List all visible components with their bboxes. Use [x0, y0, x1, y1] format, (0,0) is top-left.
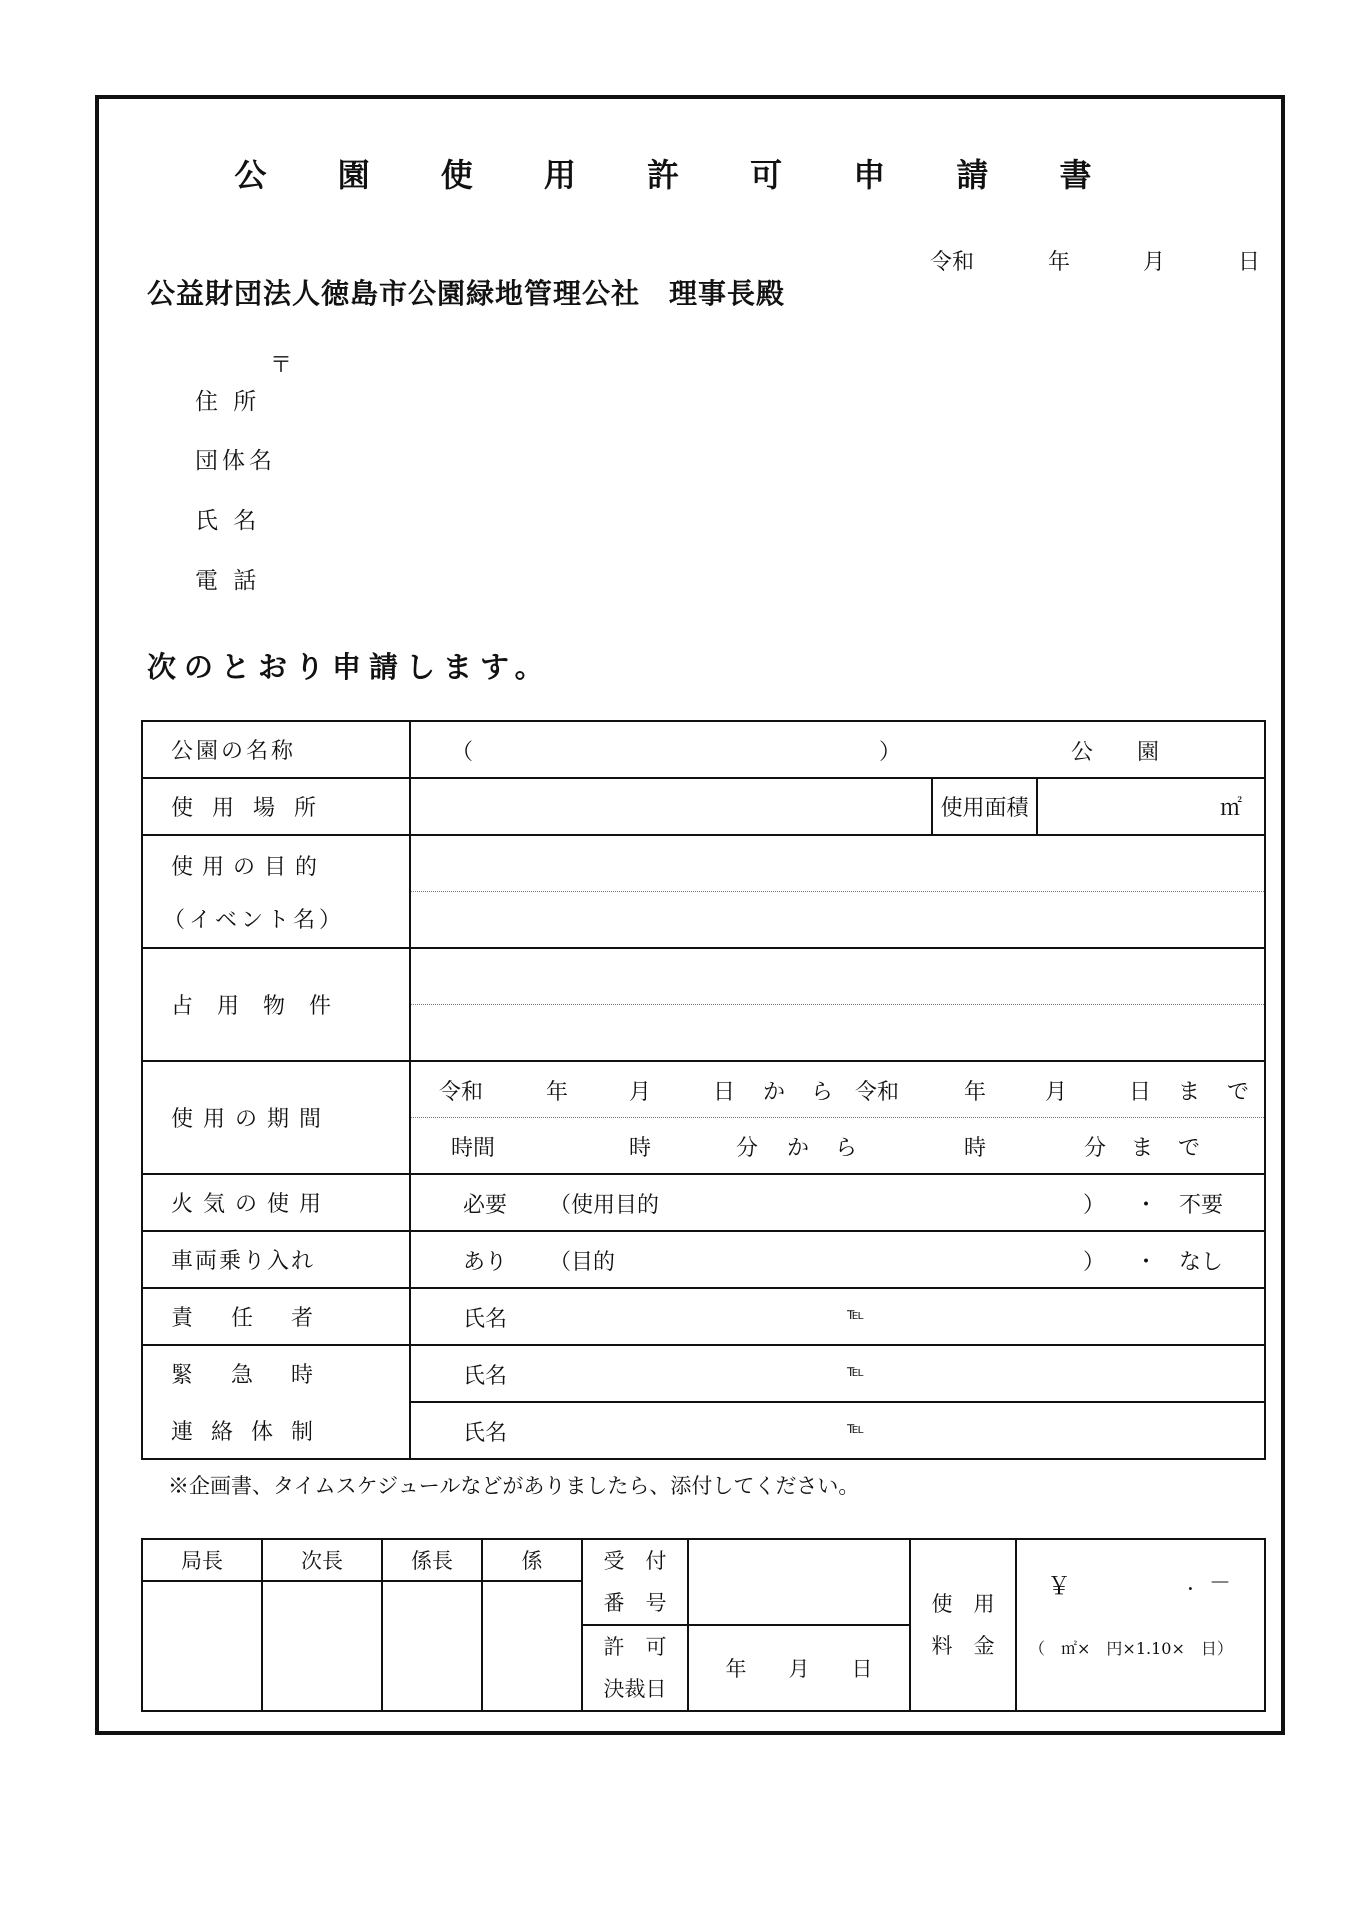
- staff-stamp-box[interactable]: [482, 1581, 582, 1711]
- place-label-text: 使用場所: [171, 796, 336, 821]
- responsible-label: 責任者: [142, 1288, 410, 1345]
- period-time-label: 時間: [451, 1136, 496, 1161]
- period-until-de: で: [1227, 1080, 1250, 1105]
- purpose-row: [142, 835, 1265, 948]
- fee-label-line2: 料 金: [931, 1634, 995, 1658]
- occupancy-row: [142, 948, 1265, 1061]
- park-name-row: [142, 721, 1265, 778]
- fee-label-line1: 使 用: [931, 1592, 995, 1616]
- deputy-header: 次長: [262, 1539, 382, 1581]
- period-time-line[interactable]: [411, 1118, 1264, 1173]
- park-name-field[interactable]: [410, 721, 1265, 778]
- receipt-label-line2: 番 号: [603, 1591, 667, 1615]
- park-name-suffix: 公 園: [1071, 740, 1160, 765]
- page-title: 公 園 使 用 許 可 申 請 書: [234, 156, 1122, 194]
- fee-amount-suffix: ．－: [1187, 1571, 1232, 1596]
- purpose-line-1[interactable]: [411, 836, 1264, 892]
- fire-need-option[interactable]: 必要: [463, 1193, 508, 1218]
- period-start-month: 月: [629, 1080, 652, 1105]
- fire-no-need-option[interactable]: 不要: [1179, 1193, 1224, 1218]
- period-time-from-ka: か: [787, 1136, 810, 1161]
- period-end-year: 年: [964, 1080, 987, 1105]
- director-header: 局長: [142, 1539, 262, 1581]
- place-row: [142, 778, 1265, 835]
- period-label: 使用の期間: [142, 1061, 410, 1174]
- emergency-label-line2: 連絡体制: [171, 1420, 332, 1445]
- period-from-ka: か: [763, 1080, 786, 1105]
- receipt-number-field[interactable]: [688, 1539, 910, 1625]
- application-table: [141, 720, 1266, 1460]
- group-name-label: 団体名: [195, 448, 276, 474]
- park-name-close-paren: ）: [879, 740, 902, 765]
- park-name-label: 公園の名称: [142, 721, 410, 778]
- receipt-label-line1: 受 付: [603, 1549, 667, 1573]
- address-label: 住 所: [195, 389, 261, 415]
- period-row: [142, 1061, 1265, 1174]
- purpose-label: [142, 835, 410, 948]
- emergency-label-line1: 緊急時: [171, 1363, 352, 1388]
- period-time-until-de: で: [1178, 1136, 1201, 1161]
- responsible-row: [142, 1288, 1265, 1345]
- date-day: 日: [1238, 250, 1261, 275]
- period-from-ra: ら: [811, 1080, 834, 1105]
- emergency-2-name-label: 氏名: [463, 1421, 508, 1446]
- period-date-line[interactable]: [411, 1062, 1264, 1118]
- fire-purpose-text: （使用目的: [549, 1193, 660, 1218]
- occupancy-label: 占用物件: [142, 948, 410, 1061]
- chief-header: 係長: [382, 1539, 482, 1581]
- fee-label: [910, 1539, 1016, 1711]
- occupancy-field[interactable]: [410, 948, 1265, 1061]
- receipt-number-label: [582, 1539, 688, 1625]
- area-unit: ㎡: [1219, 796, 1242, 821]
- period-end-hour: 時: [964, 1136, 987, 1161]
- period-time-until-ma: ま: [1131, 1136, 1154, 1161]
- period-end-day: 日: [1129, 1080, 1152, 1105]
- phone-label: 電 話: [195, 568, 261, 594]
- vehicle-yes-option[interactable]: あり: [463, 1250, 508, 1275]
- period-until-ma: ま: [1178, 1080, 1201, 1105]
- period-start-hour: 時: [629, 1136, 652, 1161]
- staff-header: 係: [482, 1539, 582, 1581]
- vehicle-row: [142, 1231, 1265, 1288]
- occupancy-line-2[interactable]: [411, 1005, 1264, 1060]
- purpose-label-line2: （イベント名）: [163, 907, 346, 933]
- fire-label: 火気の使用: [142, 1174, 410, 1231]
- purpose-label-line1: 使用の目的: [171, 854, 327, 880]
- period-start-day: 日: [713, 1080, 736, 1105]
- approval-label-line2: 決裁日: [603, 1677, 667, 1701]
- responsible-field[interactable]: [410, 1288, 1265, 1345]
- director-stamp-box[interactable]: [142, 1581, 262, 1711]
- vehicle-no-option[interactable]: なし: [1179, 1250, 1224, 1275]
- fee-field[interactable]: [1016, 1539, 1265, 1711]
- applicant-name-label: 氏 名: [195, 508, 261, 534]
- period-start-era: 令和: [439, 1080, 484, 1105]
- purpose-field[interactable]: [410, 835, 1265, 948]
- request-statement: 次のとおり申請します。: [147, 650, 552, 684]
- period-end-era: 令和: [855, 1080, 900, 1105]
- responsible-tel-label: ℡: [847, 1304, 865, 1323]
- purpose-line-2[interactable]: [411, 892, 1264, 947]
- vehicle-dot: ・: [1135, 1250, 1158, 1275]
- period-end-minute: 分: [1084, 1136, 1107, 1161]
- date-era: 令和: [930, 250, 975, 275]
- fee-formula: （ ㎡× 円×1.10× 日）: [1029, 1639, 1233, 1658]
- fire-row: [142, 1174, 1265, 1231]
- vehicle-purpose-text: （目的: [549, 1250, 616, 1275]
- period-time-from-ra: ら: [835, 1136, 858, 1161]
- emergency-label: [142, 1345, 410, 1459]
- addressee: 公益財団法人徳島市公園緑地管理公社 理事長殿: [147, 277, 786, 310]
- fire-dot: ・: [1135, 1193, 1158, 1218]
- emergency-contact-1[interactable]: [410, 1345, 1265, 1402]
- area-field[interactable]: [1037, 778, 1265, 835]
- fee-yen-mark: ￥: [1047, 1572, 1071, 1600]
- date-year: 年: [1048, 250, 1071, 275]
- emergency-row-1: [142, 1345, 1265, 1402]
- approval-date-field[interactable]: 年 月 日: [688, 1625, 910, 1711]
- period-field[interactable]: [410, 1061, 1265, 1174]
- period-start-minute: 分: [736, 1136, 759, 1161]
- responsible-name-label: 氏名: [463, 1307, 508, 1332]
- period-start-year: 年: [546, 1080, 569, 1105]
- area-label: 使用面積: [932, 778, 1037, 835]
- chief-stamp-box[interactable]: [382, 1581, 482, 1711]
- period-end-month: 月: [1045, 1080, 1068, 1105]
- deputy-stamp-box[interactable]: [262, 1581, 382, 1711]
- approval-label-line1: 許 可: [603, 1635, 667, 1659]
- occupancy-line-1[interactable]: [411, 949, 1264, 1005]
- approval-date-label: [582, 1625, 688, 1711]
- vehicle-field[interactable]: [410, 1231, 1265, 1288]
- place-label: [142, 778, 410, 835]
- postal-mark: 〒: [270, 353, 293, 378]
- fire-field[interactable]: [410, 1174, 1265, 1231]
- emergency-1-name-label: 氏名: [463, 1364, 508, 1389]
- attachment-note: ※企画書、タイムスケジュールなどがありましたら、添付してください。: [168, 1474, 860, 1498]
- date-month: 月: [1143, 250, 1166, 275]
- emergency-contact-2[interactable]: [410, 1402, 1265, 1459]
- emergency-2-tel-label: ℡: [847, 1418, 865, 1437]
- emergency-1-tel-label: ℡: [847, 1361, 865, 1380]
- park-name-open-paren: （: [451, 740, 474, 765]
- place-field[interactable]: [410, 778, 932, 835]
- vehicle-close-paren: ）: [1083, 1250, 1106, 1275]
- office-use-table: [141, 1538, 1266, 1712]
- vehicle-label: 車両乗り入れ: [142, 1231, 410, 1288]
- fire-close-paren: ）: [1083, 1193, 1106, 1218]
